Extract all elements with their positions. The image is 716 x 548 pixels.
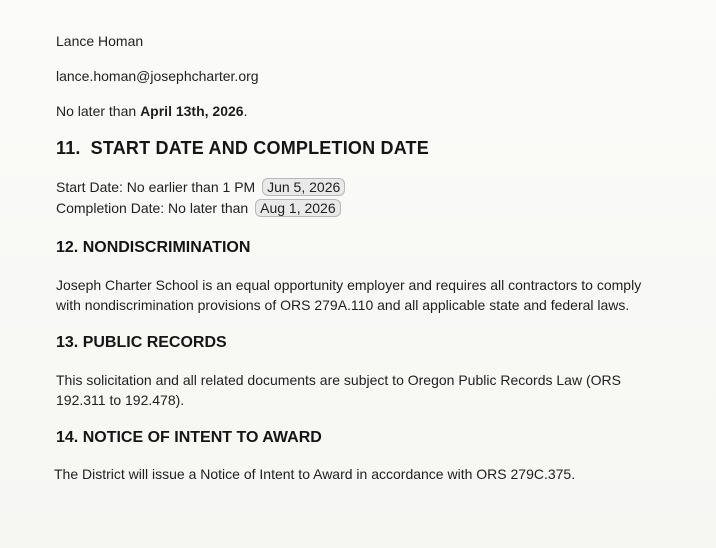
completion-date-label: Completion Date: No later than — [56, 200, 249, 216]
contact-email: lance.homan@josephcharter.org — [56, 68, 259, 84]
section-13-body: This solicitation and all related documents are subject to Oregon Public Records Law (ORS 192.311 to 192.478). — [56, 372, 621, 408]
section-12-body: Joseph Charter School is an equal opportunity employer and requires all contractors to comply with nondiscrimination provisions of ORS 279A.110 and all applicable state and federal laws. — [56, 277, 642, 313]
submission-deadline — [56, 102, 247, 120]
section-11-number: 11. — [56, 138, 81, 158]
completion-date-chip[interactable]: Aug 1, 2026 — [255, 199, 341, 217]
section-11-title: START DATE AND COMPLETION DATE — [90, 138, 429, 158]
start-date-label: Start Date: No earlier than 1 PM — [56, 179, 256, 195]
start-date-chip[interactable]: Jun 5, 2026 — [262, 178, 345, 196]
section-11-heading — [56, 137, 429, 159]
section-14-body: The District will issue a Notice of Intent to Award in accordance with ORS 279C.375. — [54, 466, 576, 482]
deadline-suffix: . — [243, 103, 248, 119]
deadline-date: April 13th, 2026 — [140, 103, 244, 119]
section-14-heading: 14. NOTICE OF INTENT TO AWARD — [56, 429, 322, 446]
contact-name: Lance Homan — [56, 33, 144, 49]
start-date-line — [56, 178, 345, 196]
section-13-heading: 13. PUBLIC RECORDS — [56, 334, 227, 351]
deadline-prefix: No later than — [56, 103, 141, 119]
section-12-heading: 12. NONDISCRIMINATION — [56, 239, 251, 256]
completion-date-line — [56, 199, 341, 217]
